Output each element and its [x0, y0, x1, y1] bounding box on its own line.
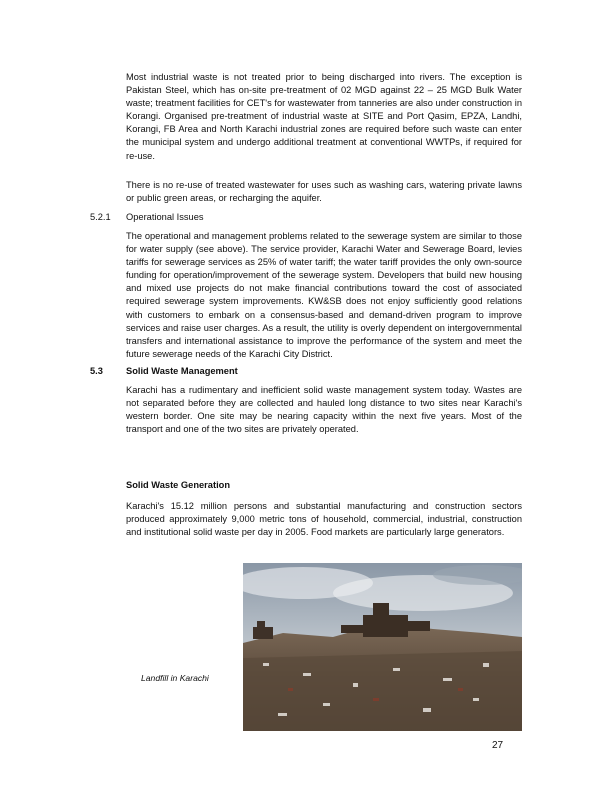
paragraph-solid-waste-generation: Karachi's 15.12 million persons and substantial manufacturing and construction sectors produced approximately 9,000 metric tons of household, commercial, industrial, construction and institutional solid waste per day in 2005. Food markets are particularly large generators.	[126, 501, 522, 538]
landfill-photo	[243, 563, 522, 731]
paragraph-wastewater-reuse: There is no re-use of treated wastewater for uses such as washing cars, watering private lawns or public green areas, or recharging the aquifer.	[126, 180, 522, 204]
heading-number: 5.2.1	[90, 212, 111, 222]
page-number: 27	[492, 740, 504, 751]
heading-number: 5.3	[90, 366, 103, 376]
subheading-solid-waste-generation: Solid Waste Generation	[126, 480, 231, 490]
heading-text: Solid Waste Management	[126, 366, 238, 376]
heading-operational-issues	[90, 211, 510, 225]
paragraph-operational-issues: The operational and management problems related to the sewerage system are similar to those for water supply (see above). The service provider, Karachi Water and Sewerage Board, levies tariffs for sewerage services as 25% of water tariff; the water tariff provides the only own-source funding for operation/improvement of the sewerage system. Developers that build new housing and mixed use projects do not make financial contributions toward the cost of associated required sewerage system improvements. KW&SB does not enjoy sufficiently good relations with customers to embark on a consensus-based and demand-driven program to improve services and raise user charges. As a result, the utility is overly dependent on intergovernmental transfers and international assistance to improve the performance of the system and meet the future sewerage needs of the Karachi City District.	[126, 231, 522, 359]
paragraph-solid-waste-management: Karachi has a rudimentary and inefficient solid waste management system today. Wastes are not separated before they are collected and hauled long distance to two sites near Karachi's western border. One site may be nearing capacity within the next five years. Most of the transport and one of the two sites are privately operated.	[126, 385, 522, 435]
heading-solid-waste-management	[90, 365, 510, 379]
heading-text: Operational Issues	[126, 212, 204, 222]
paragraph-industrial-waste: Most industrial waste is not treated prior to being discharged into rivers. The exception is Pakistan Steel, which has on-site pre-treatment of 02 MGD against 22 – 25 MGD Bulk Water waste; treatment facilities for CET's for wastewater from tanneries are also under construction in Korangi. Organised pre-treatment of industrial waste at SITE and Port Qasim, EPZA, Landhi, Korangi, FB Area and North Karachi industrial zones are required before such waste can enter the municipal system and undergo additional treatment at conventional WWTPs, if required for re-use.	[126, 72, 522, 161]
figure-caption: Landfill in Karachi	[141, 673, 209, 683]
